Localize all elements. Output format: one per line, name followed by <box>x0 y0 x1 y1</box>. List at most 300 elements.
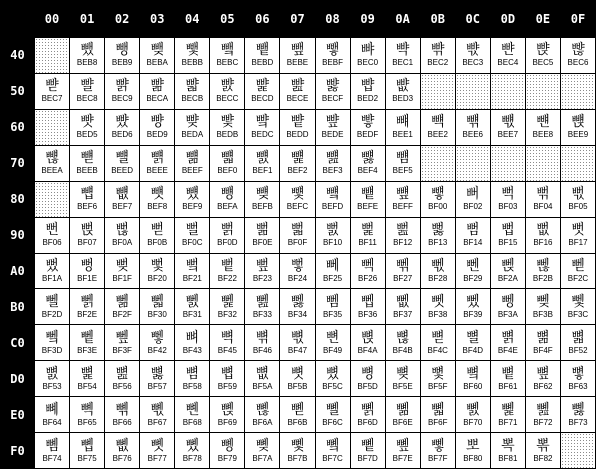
unicode-code: BF04 <box>533 202 553 212</box>
table-cell <box>421 289 455 324</box>
unicode-code: BEDF <box>356 130 379 140</box>
hangul-glyph: 뻒 <box>536 186 550 203</box>
table-cell <box>421 361 455 396</box>
unicode-code: BF53 <box>42 381 62 391</box>
hangul-glyph: 뼩 <box>220 401 235 418</box>
empty-cell <box>456 146 490 181</box>
table-cell <box>351 146 385 181</box>
hangul-glyph: 뻖 <box>115 222 129 239</box>
table-cell <box>280 289 314 324</box>
unicode-code: BEF7 <box>112 202 133 212</box>
table-cell <box>35 146 69 181</box>
unicode-code: BF3C <box>567 309 589 319</box>
unicode-code: BF2D <box>41 309 63 319</box>
hangul-glyph: 뻉 <box>220 186 235 203</box>
unicode-code: BF30 <box>147 309 167 319</box>
unicode-code: BF02 <box>463 202 483 212</box>
unicode-code: BF1E <box>77 273 98 283</box>
table-cell <box>175 433 209 468</box>
hangul-glyph: 뼬 <box>325 401 340 418</box>
hangul-glyph: 뺒 <box>150 42 164 59</box>
hangul-glyph: 뻟 <box>430 222 445 239</box>
unicode-code: BF23 <box>252 273 272 283</box>
hangul-glyph: 뼀 <box>466 293 480 310</box>
hangul-glyph: 뼴 <box>45 437 59 454</box>
unicode-code: BF29 <box>463 273 483 283</box>
hangul-glyph: 뼓 <box>571 329 585 346</box>
unicode-code: BF6B <box>287 417 308 427</box>
unicode-code: BF0B <box>147 238 168 248</box>
unicode-code: BF80 <box>463 453 483 463</box>
table-cell <box>140 218 174 253</box>
hangul-glyph: 뼒 <box>536 329 550 346</box>
column-header-02: 02 <box>105 1 139 37</box>
unicode-code: BF3F <box>112 345 132 355</box>
hangul-glyph: 뻃 <box>360 150 375 167</box>
table-cell <box>140 74 174 109</box>
unicode-code: BF21 <box>182 273 202 283</box>
hangul-glyph: 뺱 <box>290 114 305 131</box>
hangul-glyph: 뻳 <box>571 257 585 274</box>
hangul-glyph: 뼈 <box>185 329 200 346</box>
hangul-glyph: 뺢 <box>150 78 164 95</box>
hangul-glyph: 뺰 <box>255 114 270 131</box>
unicode-code: BF2B <box>532 273 553 283</box>
table-cell <box>491 289 525 324</box>
hangul-glyph: 뺑 <box>115 42 129 59</box>
table-cell <box>175 397 209 432</box>
hangul-glyph: 뻀 <box>255 150 270 167</box>
unicode-code: BF26 <box>358 273 378 283</box>
table-cell <box>456 38 490 73</box>
hangul-glyph: 뼸 <box>185 437 200 454</box>
unicode-code: BF5A <box>252 381 273 391</box>
table-cell <box>316 361 350 396</box>
table-cell <box>316 325 350 360</box>
table-cell <box>280 254 314 289</box>
hangul-glyph: 뻛 <box>290 222 305 239</box>
hangul-glyph: 뺓 <box>185 42 200 59</box>
unicode-code: BF68 <box>182 417 202 427</box>
unicode-code: BF33 <box>252 309 272 319</box>
hangul-glyph: 뻸 <box>185 293 200 310</box>
empty-cell <box>456 74 490 109</box>
table-cell <box>280 361 314 396</box>
unicode-code: BF46 <box>252 345 272 355</box>
table-cell <box>70 361 104 396</box>
unicode-code: BF35 <box>322 309 343 319</box>
table-cell <box>526 325 560 360</box>
table-cell <box>105 110 139 145</box>
table-cell <box>386 325 420 360</box>
table-cell <box>316 38 350 73</box>
hangul-glyph: 뼄 <box>45 329 59 346</box>
hangul-glyph: 뺭 <box>150 114 164 131</box>
hangul-glyph: 뼻 <box>290 437 305 454</box>
table-cell <box>526 38 560 73</box>
unicode-code: BEDA <box>181 130 204 140</box>
hangul-glyph: 뻺 <box>255 293 270 310</box>
table-cell <box>175 218 209 253</box>
table-cell <box>245 397 279 432</box>
unicode-code: BF3E <box>77 345 98 355</box>
unicode-code: BEB9 <box>111 58 133 68</box>
table-cell <box>70 38 104 73</box>
unicode-code: BF71 <box>498 417 518 427</box>
hangul-glyph: 뻑 <box>501 186 515 203</box>
table-cell <box>70 182 104 217</box>
table-cell <box>421 433 455 468</box>
table-cell <box>210 361 244 396</box>
hangul-glyph: 뼺 <box>255 437 270 454</box>
empty-cell <box>561 433 595 468</box>
table-cell <box>316 182 350 217</box>
hangul-glyph: 뻨 <box>185 257 200 274</box>
column-header-07: 07 <box>280 1 314 37</box>
table-cell <box>456 361 490 396</box>
table-cell <box>245 218 279 253</box>
column-header-09: 09 <box>351 1 385 37</box>
hangul-glyph: 뻵 <box>80 293 94 310</box>
unicode-code: BF43 <box>182 345 202 355</box>
unicode-code: BF1F <box>112 273 132 283</box>
table-cell <box>456 289 490 324</box>
unicode-code: BF2A <box>497 273 518 283</box>
table-cell <box>351 289 385 324</box>
table-cell <box>386 146 420 181</box>
hangul-glyph: 뺩 <box>360 78 375 95</box>
table-cell <box>351 397 385 432</box>
table-cell <box>386 110 420 145</box>
hangul-glyph: 뼆 <box>115 329 129 346</box>
table-cell <box>280 433 314 468</box>
hangul-glyph: 뺹 <box>571 114 585 131</box>
column-header-03: 03 <box>140 1 174 37</box>
table-cell <box>351 361 385 396</box>
unicode-code: BF13 <box>428 238 448 248</box>
hangul-glyph: 뼫 <box>290 401 305 418</box>
unicode-code: BF66 <box>112 417 132 427</box>
unicode-code: BEC0 <box>357 58 379 68</box>
row-header-50: 50 <box>1 74 34 109</box>
unicode-code: BEC9 <box>111 94 133 104</box>
unicode-code: BF03 <box>498 202 518 212</box>
hangul-glyph: 뻾 <box>395 293 410 310</box>
hangul-glyph: 뼖 <box>115 365 129 382</box>
table-cell <box>245 361 279 396</box>
table-cell <box>491 254 525 289</box>
unicode-code: BECA <box>146 94 169 104</box>
unicode-code: BF0E <box>252 238 273 248</box>
hangul-glyph: 뼑 <box>501 329 515 346</box>
hangul-glyph: 뺜 <box>501 42 515 59</box>
table-cell <box>316 397 350 432</box>
table-cell <box>105 325 139 360</box>
hangul-glyph: 뺬 <box>115 114 129 131</box>
hangul-glyph: 뺵 <box>430 114 445 131</box>
unicode-code: BECC <box>216 94 239 104</box>
unicode-code: BF6A <box>252 417 273 427</box>
unicode-code: BED2 <box>357 94 379 104</box>
unicode-code: BEC7 <box>41 94 63 104</box>
unicode-code: BECF <box>321 94 344 104</box>
unicode-code: BEC5 <box>532 58 554 68</box>
hangul-glyph: 뻲 <box>536 257 550 274</box>
unicode-code: BF78 <box>182 453 202 463</box>
hangul-glyph: 뼧 <box>150 401 164 418</box>
table-cell <box>526 361 560 396</box>
hangul-glyph: 뼉 <box>220 329 235 346</box>
table-cell <box>280 218 314 253</box>
table-cell <box>245 289 279 324</box>
table-cell <box>456 325 490 360</box>
hangul-glyph: 뻋 <box>290 186 305 203</box>
hangul-glyph: 뻞 <box>395 222 410 239</box>
column-header-0A: 0A <box>386 1 420 37</box>
hangul-glyph: 뼗 <box>150 365 164 382</box>
hangul-glyph: 뺲 <box>325 114 340 131</box>
unicode-code: BF4F <box>533 345 553 355</box>
hangul-glyph: 뺦 <box>290 78 305 95</box>
unicode-code: BEF6 <box>77 202 98 212</box>
hangul-glyph: 뼟 <box>430 365 445 382</box>
table-cell <box>456 254 490 289</box>
row-header-70: 70 <box>1 146 34 181</box>
column-header-0B: 0B <box>421 1 455 37</box>
hangul-glyph: 뻅 <box>80 186 94 203</box>
unicode-code: BF0D <box>217 238 238 248</box>
hangul-glyph: 뻐 <box>466 186 480 203</box>
table-cell <box>491 38 525 73</box>
hangul-glyph: 뼹 <box>220 437 235 454</box>
unicode-code: BF72 <box>533 417 553 427</box>
table-cell <box>351 74 385 109</box>
table-cell <box>280 38 314 73</box>
column-header-05: 05 <box>210 1 244 37</box>
unicode-code: BF4C <box>427 345 448 355</box>
unicode-code: BF67 <box>147 417 167 427</box>
hangul-glyph: 뻱 <box>501 257 515 274</box>
hangul-glyph: 뽂 <box>536 437 550 454</box>
table-cell <box>70 254 104 289</box>
unicode-code: BF2F <box>112 309 132 319</box>
table-cell <box>210 218 244 253</box>
table-cell <box>105 182 139 217</box>
hangul-glyph: 뻭 <box>360 257 375 274</box>
unicode-code: BEC3 <box>462 58 484 68</box>
unicode-code: BED9 <box>146 130 168 140</box>
table-cell <box>175 110 209 145</box>
hangul-glyph: 뻇 <box>150 186 164 203</box>
unicode-code: BF25 <box>322 273 343 283</box>
unicode-code: BEDD <box>286 130 309 140</box>
hangul-glyph: 뼢 <box>536 365 550 382</box>
empty-cell <box>421 146 455 181</box>
table-cell <box>386 218 420 253</box>
unicode-code: BEFE <box>357 202 379 212</box>
hangul-glyph: 뻦 <box>115 257 129 274</box>
unicode-code: BF75 <box>77 453 97 463</box>
unicode-code: BF3B <box>532 309 553 319</box>
unicode-code: BF7D <box>357 453 378 463</box>
hangul-glyph: 뺺 <box>45 150 59 167</box>
unicode-code: BF10 <box>322 238 343 248</box>
unicode-code: BF20 <box>147 273 167 283</box>
table-cell <box>70 325 104 360</box>
unicode-code: BF79 <box>217 453 237 463</box>
table-cell <box>526 254 560 289</box>
hangul-glyph: 뻪 <box>255 257 270 274</box>
table-cell <box>491 397 525 432</box>
table-cell <box>35 289 69 324</box>
table-cell <box>245 433 279 468</box>
hangul-glyph: 뺖 <box>290 42 305 59</box>
hangul-glyph: 뻻 <box>290 293 305 310</box>
hangul-glyph: 뼦 <box>115 401 129 418</box>
hangul-glyph: 뻗 <box>150 222 164 239</box>
unicode-code: BEF4 <box>357 166 378 176</box>
table-cell <box>175 254 209 289</box>
hangul-glyph: 뻴 <box>45 293 59 310</box>
unicode-code: BEE7 <box>497 130 519 140</box>
unicode-code: BEEA <box>41 166 63 176</box>
table-cell <box>210 74 244 109</box>
empty-cell <box>561 74 595 109</box>
unicode-code: BEDC <box>251 130 274 140</box>
hangul-glyph: 뺶 <box>466 114 480 131</box>
table-cell <box>35 254 69 289</box>
hangul-glyph: 뺝 <box>536 42 550 59</box>
table-cell <box>386 361 420 396</box>
hangul-glyph: 뺮 <box>185 114 200 131</box>
column-header-0D: 0D <box>491 1 525 37</box>
table-cell <box>245 74 279 109</box>
unicode-code: BECD <box>251 94 274 104</box>
unicode-code: BEED <box>111 166 134 176</box>
hangul-glyph: 뼕 <box>80 365 94 382</box>
table-cell <box>421 397 455 432</box>
unicode-code: BEE1 <box>392 130 413 140</box>
unicode-code: BF47 <box>287 345 308 355</box>
table-cell <box>70 218 104 253</box>
hangul-glyph: 뺿 <box>220 150 235 167</box>
hangul-glyph: 뺗 <box>325 42 340 59</box>
row-header-D0: D0 <box>1 361 34 396</box>
unicode-code: BF32 <box>217 309 237 319</box>
hangul-glyph: 뺞 <box>571 42 585 59</box>
hangul-glyph: 뺧 <box>325 78 340 95</box>
table-cell <box>105 433 139 468</box>
table-cell <box>245 325 279 360</box>
unicode-code: BF24 <box>287 273 308 283</box>
hangul-glyph: 뼞 <box>395 365 410 382</box>
hangul-glyph: 뻆 <box>115 186 129 203</box>
hangul-glyph: 뻍 <box>360 186 375 203</box>
hangul-glyph: 뻫 <box>290 257 305 274</box>
table-cell <box>210 397 244 432</box>
unicode-code: BF77 <box>147 453 167 463</box>
hangul-glyph: 뼚 <box>255 365 270 382</box>
table-cell <box>35 74 69 109</box>
table-cell <box>140 289 174 324</box>
hangul-glyph: 뻂 <box>325 150 340 167</box>
table-cell <box>245 38 279 73</box>
table-cell <box>561 218 595 253</box>
table-cell <box>105 361 139 396</box>
unicode-code: BECB <box>181 94 204 104</box>
hangul-glyph: 뼱 <box>501 401 515 418</box>
unicode-code: BF57 <box>147 381 167 391</box>
unicode-code: BEE8 <box>532 130 554 140</box>
table-cell <box>526 110 560 145</box>
hangul-glyph: 뻮 <box>395 257 410 274</box>
unicode-code: BF7E <box>392 453 413 463</box>
unicode-code: BF36 <box>358 309 378 319</box>
column-header-01: 01 <box>70 1 104 37</box>
unicode-code: BF54 <box>77 381 97 391</box>
table-cell <box>491 433 525 468</box>
unicode-code: BF5F <box>427 381 448 391</box>
hangul-glyph: 뺟 <box>45 78 59 95</box>
hangul-glyph: 뺫 <box>80 114 94 131</box>
unicode-code: BEB8 <box>76 58 98 68</box>
table-cell <box>70 110 104 145</box>
hangul-glyph: 뼮 <box>395 401 410 418</box>
unicode-code: BEF2 <box>287 166 308 176</box>
table-cell <box>140 361 174 396</box>
unicode-code: BF6E <box>392 417 413 427</box>
unicode-code: BEF9 <box>182 202 203 212</box>
unicode-code: BF16 <box>533 238 553 248</box>
table-cell <box>386 254 420 289</box>
hangul-glyph: 뻹 <box>220 293 235 310</box>
hangul-glyph: 뻜 <box>325 222 340 239</box>
hangul-glyph: 뼯 <box>430 401 445 418</box>
table-cell <box>561 38 595 73</box>
row-header-A0: A0 <box>1 254 34 289</box>
table-cell <box>386 433 420 468</box>
hangul-glyph: 뻌 <box>325 186 340 203</box>
hangul-glyph: 뼷 <box>150 437 164 454</box>
table-cell <box>35 397 69 432</box>
unicode-code: BF7A <box>252 453 273 463</box>
hangul-glyph: 뻘 <box>185 222 200 239</box>
unicode-code: BF63 <box>568 381 588 391</box>
unicode-code: BF0A <box>112 238 133 248</box>
hangul-glyph: 뻄 <box>395 150 410 167</box>
hangul-glyph: 뼋 <box>290 329 305 346</box>
table-cell <box>210 182 244 217</box>
unicode-code: BEBD <box>251 58 274 68</box>
table-cell <box>386 74 420 109</box>
table-cell <box>280 110 314 145</box>
unicode-code: BF6F <box>427 417 448 427</box>
empty-cell <box>35 182 69 217</box>
row-header-90: 90 <box>1 218 34 253</box>
unicode-code: BF69 <box>217 417 237 427</box>
unicode-code: BF5B <box>287 381 308 391</box>
table-cell <box>245 146 279 181</box>
table-cell <box>386 182 420 217</box>
table-cell <box>561 325 595 360</box>
hangul-glyph: 뼁 <box>501 293 515 310</box>
table-cell <box>316 433 350 468</box>
hangul-glyph: 뼌 <box>325 329 340 346</box>
table-cell <box>245 182 279 217</box>
table-cell <box>491 218 525 253</box>
unicode-code: BF6D <box>357 417 378 427</box>
hangul-glyph: 뻼 <box>325 293 340 310</box>
